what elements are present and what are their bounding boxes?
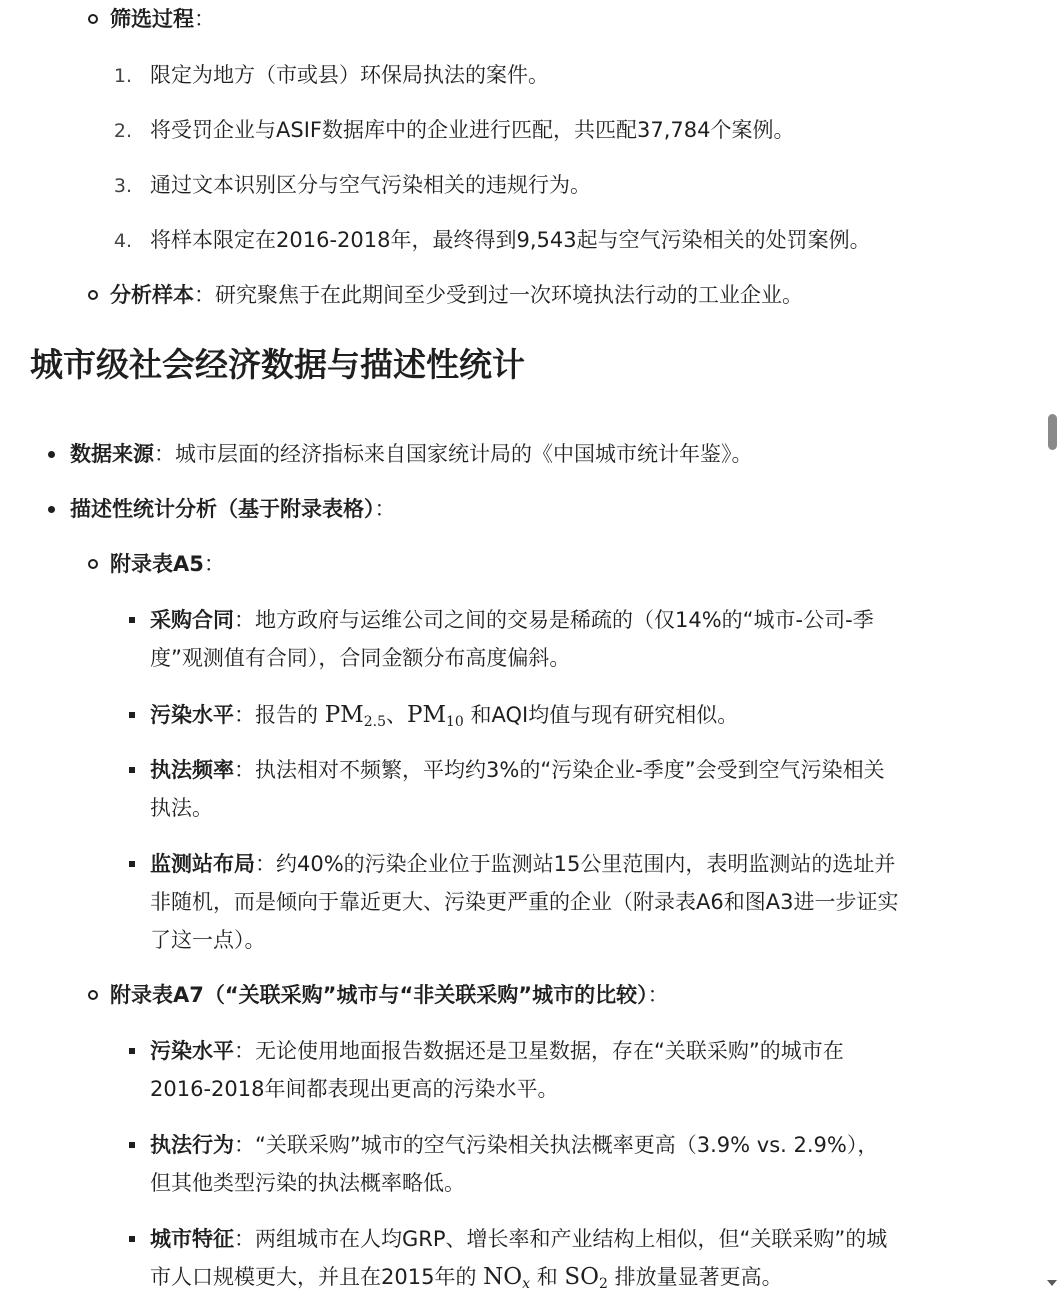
so2-math [564,1264,608,1290]
a7-enforcement-label: 执法行为 [150,1133,234,1157]
square-bullet [129,767,135,773]
filter-colon: ： [194,7,215,31]
circle-bullet [88,290,98,300]
a5-item [110,545,225,583]
circle-bullet [88,990,98,1000]
square-bullet [129,617,135,623]
step-number: 1. [113,65,132,87]
square-bullet [129,1236,135,1242]
step-number: 4. [113,230,132,252]
a7-pollution-text-1: ：无论使用地面报告数据还是卫星数据，存在“关联采购”的城市在 [234,1039,844,1063]
filter-step: 将受罚企业与ASIF数据库中的企业进行匹配，共匹配37,784个案例。 [150,118,795,142]
filter-step: 限定为地方（市或县）环保局执法的案件。 [150,63,549,87]
sample-item [110,276,803,314]
a7-item [110,976,669,1014]
square-bullet [129,712,135,718]
a5-pollution-pre: ：报告的 [234,703,325,727]
city-line-1 [150,1220,887,1258]
stations-line-3: 了这一点）。 [150,928,266,952]
a5-colon: ： [203,552,225,576]
sample-label: 分析样本 [110,283,194,307]
nox-subscript [522,1276,530,1292]
a5-pollution-line [150,696,738,734]
step-number: 2. [113,120,132,142]
filter-step: 通过文本识别区分与空气污染相关的违规行为。 [150,173,591,197]
pm10-subscript: 10 [446,714,464,730]
enforcement-label: 执法频率 [150,758,234,782]
procurement-line-2: 度”观测值有合同），合同金额分布高度偏斜。 [150,646,571,670]
data-source-item [70,435,753,473]
enforcement-line-1 [150,751,885,789]
enforcement-text-1: ：执法相对不频繁，平均约3%的“污染企业-季度”会受到空气污染相关 [234,758,885,782]
sample-text: ：研究聚焦于在此期间至少受到过一次环境执法行动的工业企业。 [194,283,803,307]
pm25-math [325,702,386,728]
a5-pollution-label: 污染水平 [150,703,234,727]
stations-text-1: ：约40%的污染企业位于监测站15公里范围内，表明监测站的选址并 [255,852,896,876]
a5-pollution-sep: 、 [385,703,407,727]
pm10-base: PM [406,702,447,728]
desc-stats-item [70,490,396,528]
so2-base: SO [564,1264,599,1290]
city-text-2-pre: 市人口规模更大，并且在2015年的 [150,1265,484,1289]
scrollbar-thumb[interactable] [1048,414,1057,450]
nox-base: NO [483,1264,523,1290]
procurement-line-1 [150,601,874,639]
vertical-scrollbar[interactable] [1042,0,1062,1292]
filter-label: 筛选过程 [110,7,194,31]
nox-math [483,1264,530,1290]
step-number: 3. [113,175,132,197]
enforcement-line-2: 执法。 [150,796,213,820]
so2-subscript: 2 [599,1276,608,1292]
square-bullet [129,861,135,867]
filter-item [110,0,215,38]
a5-label: 附录表A5 [110,552,204,576]
city-text-2-post: 排放量显著更高。 [607,1265,783,1289]
square-bullet [129,1142,135,1148]
pm10-math [407,702,464,728]
circle-bullet [88,559,98,569]
a7-pollution-line-1 [150,1032,844,1070]
a5-pollution-post: 和AQI均值与现有研究相似。 [463,703,739,727]
disc-bullet [48,506,55,513]
a7-label: 附录表A7（“关联采购”城市与“非关联采购”城市的比较） [110,983,648,1007]
city-text-1: ：两组城市在人均GRP、增长率和产业结构上相似，但“关联采购”的城 [234,1227,888,1251]
data-source-label: 数据来源 [70,442,154,466]
nox-subscript-var: x [522,1276,531,1292]
a7-enforcement-line-2: 但其他类型污染的执法概率略低。 [150,1171,465,1195]
procurement-text-1: ：地方政府与运维公司之间的交易是稀疏的（仅14%的“城市-公司-季 [234,608,874,632]
a7-colon: ： [647,983,669,1007]
stations-label: 监测站布局 [150,852,255,876]
section-heading: 城市级社会经济数据与描述性统计 [30,345,525,384]
disc-bullet [48,451,55,458]
a7-enforcement-text-1: ：“关联采购”城市的空气污染相关执法概率更高（3.9% vs. 2.9%）， [234,1133,879,1157]
square-bullet [129,1048,135,1054]
desc-stats-colon: ： [374,497,396,521]
procurement-label: 采购合同 [150,608,234,632]
city-label: 城市特征 [150,1227,234,1251]
pm25-subscript: 2.5 [363,714,386,730]
pm25-base: PM [324,702,364,728]
data-source-text: ：城市层面的经济指标来自国家统计局的《中国城市统计年鉴》。 [154,442,753,466]
stations-line-1 [150,845,895,883]
desc-stats-label: 描述性统计分析（基于附录表格） [70,497,375,521]
city-line-2 [150,1258,783,1296]
scroll-down-arrow-icon[interactable] [1047,1280,1057,1286]
stations-line-2: 非随机，而是倾向于靠近更大、污染更严重的企业（附录表A6和图A3进一步证实 [150,890,899,914]
a7-enforcement-line-1 [150,1126,878,1164]
circle-bullet [88,14,98,24]
city-text-2-mid: 和 [530,1265,565,1289]
filter-step: 将样本限定在2016-2018年，最终得到9,543起与空气污染相关的处罚案例。 [150,228,871,252]
a7-pollution-line-2: 2016-2018年间都表现出更高的污染水平。 [150,1077,559,1101]
a7-pollution-label: 污染水平 [150,1039,234,1063]
